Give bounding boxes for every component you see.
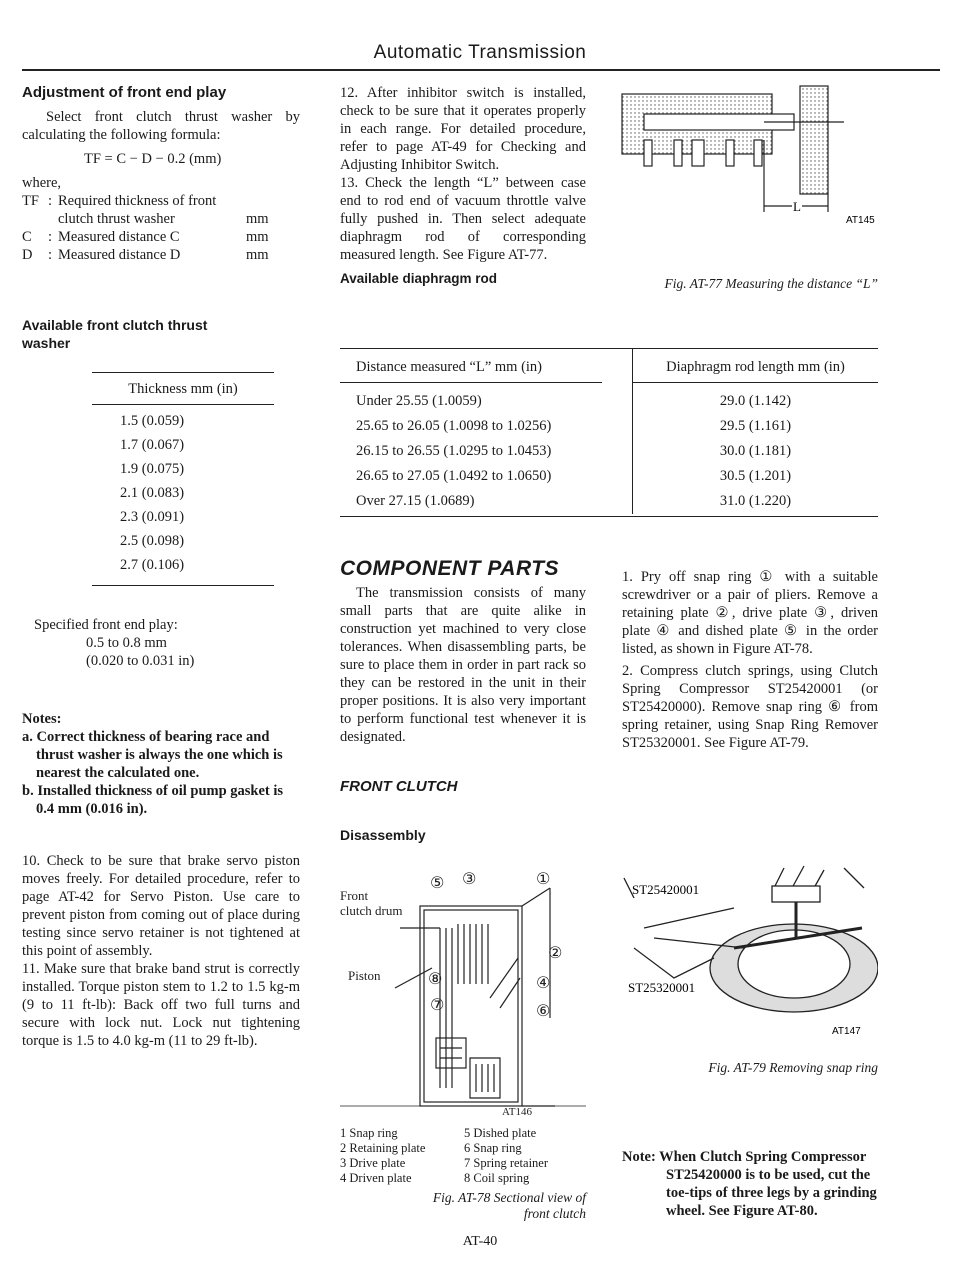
variable-list <box>22 192 300 264</box>
legend-item: 1 Snap ring <box>340 1126 398 1140</box>
disassembly-title: Disassembly <box>340 827 426 843</box>
fig77-caption: Fig. AT-77 Measuring the distance “L” <box>664 276 878 291</box>
callout-6: ⑥ <box>536 1001 551 1020</box>
figure-at78 <box>340 858 586 1120</box>
fig77-code: AT145 <box>846 215 875 226</box>
formula: TF = C − D − 0.2 (mm) <box>84 151 222 167</box>
rod-distance-cell: 25.65 to 26.05 (1.0098 to 1.0256) <box>356 418 552 434</box>
thickness-header: Thickness mm (in) <box>92 372 274 405</box>
thickness-item: 1.7 (0.067) <box>120 437 185 453</box>
variable-row: TF : Required thickness of front clutch thrust washer mm <box>22 193 269 227</box>
step-12: 12. After inhibitor switch is installed, check to be sure that it operates properly in each range. For detailed procedure, refer to page AT-49 for Checking and Adjusting Inhibitor Switch. <box>340 85 586 173</box>
fig79-code: AT147 <box>832 1026 861 1037</box>
rod-col1-header: Distance measured “L” mm (in) <box>340 349 602 383</box>
rod-length-cell: 30.5 (1.201) <box>719 468 792 484</box>
component-parts-text: The transmission consists of many small parts that are quite alike in construction yet machined to very close tolerances. When disassembling parts, be sure to place them in order in part rack so they can be restored in the unit in their proper positions. It is also very important to perform functional test whenever it is designated. <box>340 585 586 745</box>
rod-distance-cell: 26.65 to 27.05 (1.0492 to 1.0650) <box>356 468 552 484</box>
fig79-caption: Fig. AT-79 Removing snap ring <box>708 1060 878 1075</box>
page-header: Automatic Transmission <box>373 42 587 63</box>
fig78-caption: Fig. AT-78 Sectional view of front clutch <box>432 1190 586 1221</box>
callout-2: ② <box>548 943 563 962</box>
rod-distance-cell: 26.15 to 26.55 (1.0295 to 1.0453) <box>356 443 552 459</box>
callout-3: ③ <box>462 869 477 888</box>
rod-length-cell: 31.0 (1.220) <box>719 493 792 509</box>
thickness-list <box>92 405 274 577</box>
rod-length-cell: 29.5 (1.161) <box>719 418 792 434</box>
callout-4: ④ <box>536 973 551 992</box>
page-number: AT-40 <box>462 1234 498 1249</box>
figure-at77 <box>614 80 878 230</box>
variable-row: C : Measured distance C mm <box>22 229 269 245</box>
callout-8: ⑧ <box>428 969 443 988</box>
front-clutch-title: FRONT CLUTCH <box>340 778 458 795</box>
front-clutch-section-drawing <box>340 858 586 1120</box>
component-parts-title: COMPONENT PARTS <box>340 557 560 580</box>
figure-at79 <box>614 858 878 1040</box>
callout-7: ⑦ <box>430 995 445 1014</box>
step-10: 10. Check to be sure that brake servo piston moves freely. For detailed procedure, refer to page AT-42 for Servo Piston. Use care to prevent piston from coming out of place during testing since servo retainer is not tightened at this point of assembly. <box>22 853 300 959</box>
left-column <box>22 84 300 1050</box>
thickness-item: 2.3 (0.091) <box>120 509 185 525</box>
rod-col2 <box>632 383 878 514</box>
legend-item: 2 Retaining plate <box>340 1141 426 1155</box>
rod-col1 <box>340 383 602 514</box>
measuring-distance-drawing <box>614 80 878 230</box>
variable-row: D : Measured distance D mm <box>22 247 269 263</box>
thickness-item: 1.5 (0.059) <box>120 413 185 429</box>
component-parts-section <box>340 557 586 844</box>
legend-left <box>340 1126 464 1186</box>
spec-mm: 0.5 to 0.8 mm <box>86 635 167 651</box>
legend-item: 6 Snap ring <box>464 1141 522 1155</box>
rod-title: Available diaphragm rod <box>340 271 498 286</box>
fig77-label-L: L <box>793 199 801 214</box>
notes-block <box>22 710 300 818</box>
thickness-item: 2.7 (0.106) <box>120 557 185 573</box>
rod-distance-cell: Over 27.15 (1.0689) <box>356 493 475 509</box>
note-compressor: Note: When Clutch Spring Compressor ST25420000 is to be used, cut the toe-tips of three legs by a grinding wheel. See Figure AT-80. <box>622 1149 877 1219</box>
fig78-label-drum: clutch drum <box>340 903 403 918</box>
spec-label: Specified front end play: <box>34 617 178 633</box>
spec-block <box>34 616 300 670</box>
rod-length-cell: 29.0 (1.142) <box>719 393 792 409</box>
where-label: where, <box>22 175 62 191</box>
rod-length-cell: 30.0 (1.181) <box>719 443 792 459</box>
fig79-tool1: ST25420001 <box>632 882 700 897</box>
rod-distance-cell: Under 25.55 (1.0059) <box>356 393 482 409</box>
notes-title: Notes: <box>22 711 62 727</box>
middle-column <box>340 84 586 288</box>
legend-item: 8 Coil spring <box>464 1171 530 1185</box>
legend-item: 4 Driven plate <box>340 1171 412 1185</box>
thickness-item: 1.9 (0.075) <box>120 461 185 477</box>
thickness-item: 2.5 (0.098) <box>120 533 185 549</box>
thickness-table-rule <box>92 585 274 586</box>
front-end-play-heading: Adjustment of front end play <box>22 84 227 101</box>
callout-5: ⑤ <box>430 873 445 892</box>
step-13: 13. Check the length “L” between case end to rod end of vacuum throttle valve fully pushed in. Then select adequate diaphragm rod of corresponding measured length. See Figure AT-77. <box>340 175 586 263</box>
note-b: b. Installed thickness of oil pump gasket is 0.4 mm (0.016 in). <box>22 783 284 817</box>
rod-table-header <box>340 348 878 383</box>
fig78-legend <box>340 1126 586 1186</box>
header-rule <box>22 69 940 71</box>
rod-table-body <box>340 383 878 514</box>
thickness-item: 2.1 (0.083) <box>120 485 185 501</box>
step-11: 11. Make sure that brake band strut is correctly installed. Torque piston stem to 1.2 to 1.5 kg-m (9 to 11 ft-lb): Back off two full turns and secure with lock nut. Lock nut tightening torque is 1.5 to 4.0 kg-m (11 to 29 ft-lb). <box>22 961 300 1049</box>
right-column-text <box>622 568 878 752</box>
step-1: 1. Pry off snap ring ① with a suitable screwdriver or a pair of pliers. Remove a retaining plate ②, drive plate ③, driven plate ④ and dished plate ⑤ in the order listed, as shown in Figure AT-78. <box>622 569 878 657</box>
spec-in: (0.020 to 0.031 in) <box>86 653 195 669</box>
legend-item: 7 Spring retainer <box>464 1156 549 1170</box>
removing-snap-ring-drawing <box>614 858 878 1040</box>
diaphragm-rod-table <box>340 348 878 517</box>
rod-table-bottom <box>340 516 878 517</box>
step-2: 2. Compress clutch springs, using Clutch Spring Compressor ST25420001 (or ST25420000). Remove snap ring ⑥ from spring retainer, using Snap Ring Remover ST25320001. See Figure AT-79. <box>622 663 878 751</box>
fig79-tool2: ST25320001 <box>628 980 696 995</box>
washer-title: Available front clutch thrust washer <box>22 317 208 351</box>
legend-right <box>464 1126 586 1186</box>
intro-text: Select front clutch thrust washer by calculating the following formula: <box>22 109 300 143</box>
fig78-code: AT146 <box>502 1106 532 1118</box>
callout-1: ① <box>536 869 551 888</box>
thickness-table <box>92 372 274 586</box>
fig78-label-piston: Piston <box>348 968 381 983</box>
note-a: a. Correct thickness of bearing race and thrust washer is always the one which is nearest the calculated one. <box>22 729 283 781</box>
rod-col2-header: Diaphragm rod length mm (in) <box>632 349 878 383</box>
fig78-label-front: Front <box>340 888 369 903</box>
legend-item: 5 Dished plate <box>464 1126 537 1140</box>
legend-item: 3 Drive plate <box>340 1156 406 1170</box>
